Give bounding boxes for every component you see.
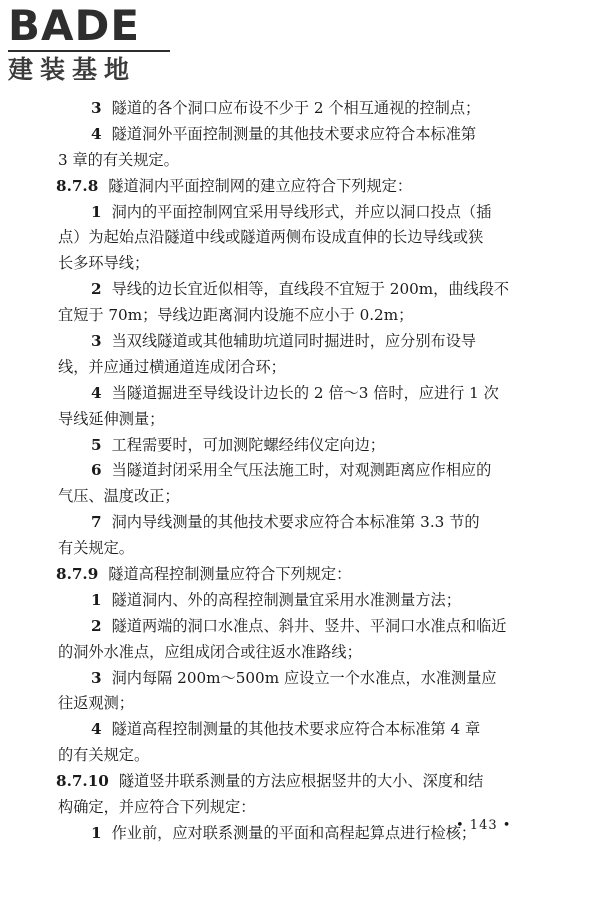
item-number: 3	[91, 99, 102, 117]
list-item	[58, 381, 538, 407]
list-item	[58, 200, 538, 226]
logo-brand-text: BADE	[8, 1, 141, 50]
list-item	[58, 277, 538, 303]
continuation-line: 构确定，并应符合下列规定：	[58, 798, 256, 817]
item-number: 4	[91, 383, 102, 402]
logo-subtitle: 建装基地	[8, 55, 137, 84]
item-text: 当隧道封闭采用全气压法施工时，对观测距离应作相应的	[111, 461, 492, 480]
continuation-line: 有关规定。	[58, 539, 134, 558]
item-text: 作业前，应对联系测量的平面和高程起算点进行检核；	[111, 823, 477, 842]
item-text: 当双线隧道或其他辅助坑道同时掘进时，应分别布设导	[111, 332, 477, 351]
section-text: 隧道高程控制测量应符合下列规定：	[108, 565, 352, 584]
item-text: 隧道洞内、外的高程控制测量宜采用水准测量方法；	[111, 590, 461, 609]
section-text: 隧道竖井联系测量的方法应根据竖井的大小、深度和结	[118, 772, 484, 791]
item-number: 3	[91, 668, 102, 687]
item-number: 3	[91, 332, 102, 351]
item-number: 4	[91, 124, 102, 143]
item-text: 工程需要时，可加测陀螺经纬仪定向边；	[111, 435, 385, 454]
item-number: 4	[91, 720, 102, 739]
brand-logo	[8, 1, 178, 84]
item-text: 洞内导线测量的其他技术要求应符合本标准第 3.3 节的	[111, 513, 480, 532]
item-number: 1	[91, 823, 102, 842]
section-text: 隧道洞内平面控制网的建立应符合下列规定：	[108, 176, 413, 195]
item-number: 1	[91, 202, 102, 221]
list-item	[58, 96, 538, 122]
list-item	[58, 329, 538, 355]
item-number: 2	[91, 280, 102, 299]
continuation-line: 往返观测；	[58, 694, 134, 713]
continuation-line: 的洞外水准点，应组成闭合或往返水准路线；	[58, 642, 362, 661]
item-number: 1	[91, 590, 102, 609]
item-text: 洞内的平面控制网宜采用导线形式，并应以洞口投点（插	[111, 202, 492, 221]
item-text: 隧道洞外平面控制测量的其他技术要求应符合本标准第	[111, 124, 477, 143]
document-body	[58, 96, 538, 847]
section-number: 8.7.9	[56, 565, 99, 584]
list-item	[58, 458, 538, 484]
list-item	[58, 588, 538, 614]
page-number: • 143 •	[456, 818, 512, 833]
section-heading	[56, 562, 538, 588]
list-item	[58, 510, 538, 536]
continuation-line: 线，并应通过横通道连成闭合环；	[58, 357, 286, 376]
logo-divider	[8, 50, 170, 52]
section-number: 8.7.10	[56, 772, 109, 791]
list-item	[58, 666, 538, 692]
item-number: 5	[91, 435, 102, 454]
list-item	[58, 717, 538, 743]
list-item	[58, 614, 538, 640]
item-text: 隧道两端的洞口水准点、斜井、竖井、平洞口水准点和临近	[111, 616, 507, 635]
item-text: 洞内每隔 200m～500m 应设立一个水准点，水准测量应	[111, 668, 497, 687]
continuation-line: 3 章的有关规定。	[58, 150, 179, 169]
list-item	[58, 433, 538, 459]
item-text: 当隧道掘进至导线设计边长的 2 倍～3 倍时，应进行 1 次	[111, 383, 499, 402]
item-number: 7	[91, 513, 102, 532]
continuation-line: 长多环导线；	[58, 254, 150, 273]
item-number: 2	[91, 616, 102, 635]
section-heading	[56, 769, 538, 795]
list-item	[58, 122, 538, 148]
section-number: 8.7.8	[56, 176, 99, 195]
continuation-line: 的有关规定。	[58, 746, 150, 765]
continuation-line: 导线延伸测量；	[58, 409, 165, 428]
item-text: 隧道高程控制测量的其他技术要求应符合本标准第 4 章	[111, 720, 481, 739]
continuation-line: 宜短于 70m；导线边距离洞内设施不应小于 0.2m；	[58, 306, 414, 325]
item-number: 6	[91, 461, 102, 480]
continuation-line: 气压、温度改正；	[58, 487, 180, 506]
section-heading	[56, 174, 538, 200]
continuation-line: 点）为起始点沿隧道中线或隧道两侧布设成直伸的长边导线或狭	[58, 228, 484, 247]
item-text: 导线的边长宜近似相等，直线段不宜短于 200m，曲线段不	[111, 280, 510, 299]
item-text: 隧道的各个洞口应布设不少于 2 个相互通视的控制点；	[111, 99, 481, 117]
